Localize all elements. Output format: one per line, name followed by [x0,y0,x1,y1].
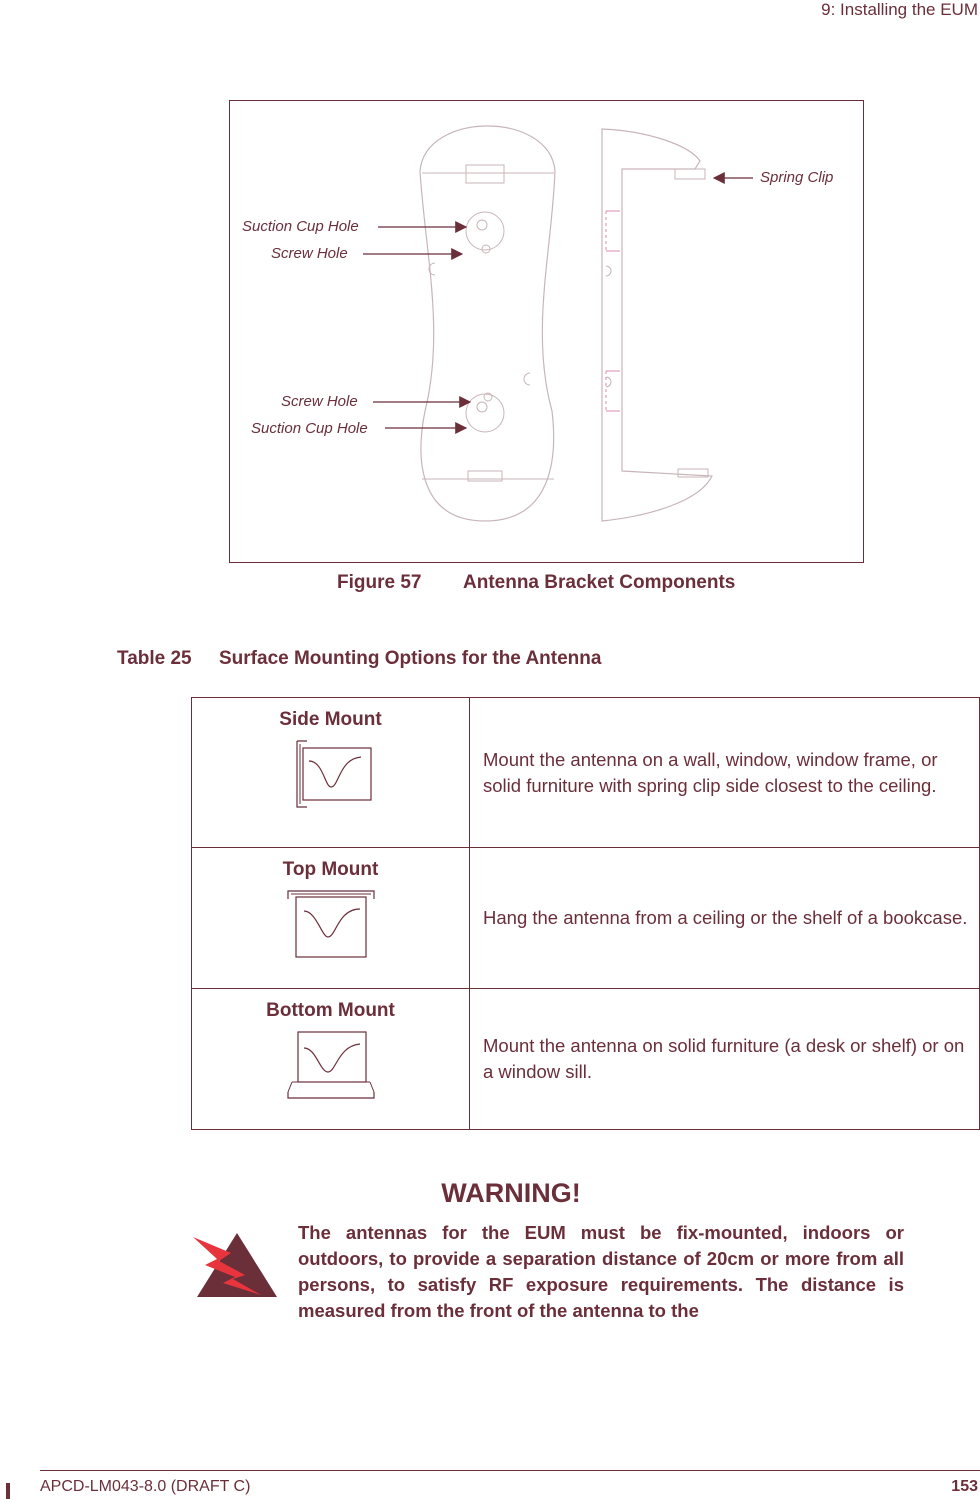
lightning-warning-icon [191,1229,279,1299]
footer-change-bar [6,1483,10,1499]
mount-cell [192,989,470,1130]
footer-page-number: 153 [951,1478,978,1495]
mount-cell [192,698,470,848]
mount-cell [192,848,470,989]
figure-caption-number: Figure 57 [337,572,422,593]
label-suction-cup-hole-top: Suction Cup Hole [242,218,359,235]
label-spring-clip: Spring Clip [760,169,834,186]
bottom-mount-icon [286,1030,376,1100]
top-mount-icon [286,889,376,959]
footer-rule [40,1470,980,1471]
mount-name-top: Top Mount [282,859,379,880]
label-suction-cup-hole-bottom: Suction Cup Hole [251,420,368,437]
table-title: Surface Mounting Options for the Antenna [219,648,602,669]
warning-text: The antennas for the EUM must be fix-mounted, indoors or outdoors, to provide a separation distance of 20cm or more from all persons, to satisfy RF exposure requirements. The distance is measured from the front of the antenna to the [298,1222,904,1321]
mount-description-top: Hang the antenna from a ceiling or the shelf of a bookcase. [470,848,980,989]
table-row [192,698,980,848]
bracket-front-outline [420,126,555,521]
mount-name-side: Side Mount [279,709,382,730]
figure-caption-title: Antenna Bracket Components [463,572,736,593]
mount-description-bottom: Mount the antenna on solid furniture (a desk or shelf) or on a window sill. [470,989,980,1130]
footer-doc-id: APCD-LM043-8.0 (DRAFT C) [40,1478,251,1495]
label-screw-hole-bottom: Screw Hole [281,393,358,410]
mount-description-side: Mount the antenna on a wall, window, window frame, or solid furniture with spring clip side closest to the ceiling. [470,698,980,848]
figure-antenna-bracket [229,100,864,563]
table-row [192,848,980,989]
label-screw-hole-top: Screw Hole [271,245,348,262]
mount-name-bottom: Bottom Mount [266,1000,395,1021]
mounting-options-table [191,697,980,1130]
chapter-title: 9: Installing the EUM [821,0,978,19]
side-mount-icon [289,739,373,809]
warning-title: WARNING! [441,1178,581,1208]
table-number: Table 25 [117,648,192,669]
table-row [192,989,980,1130]
bracket-side-outline [602,129,712,521]
